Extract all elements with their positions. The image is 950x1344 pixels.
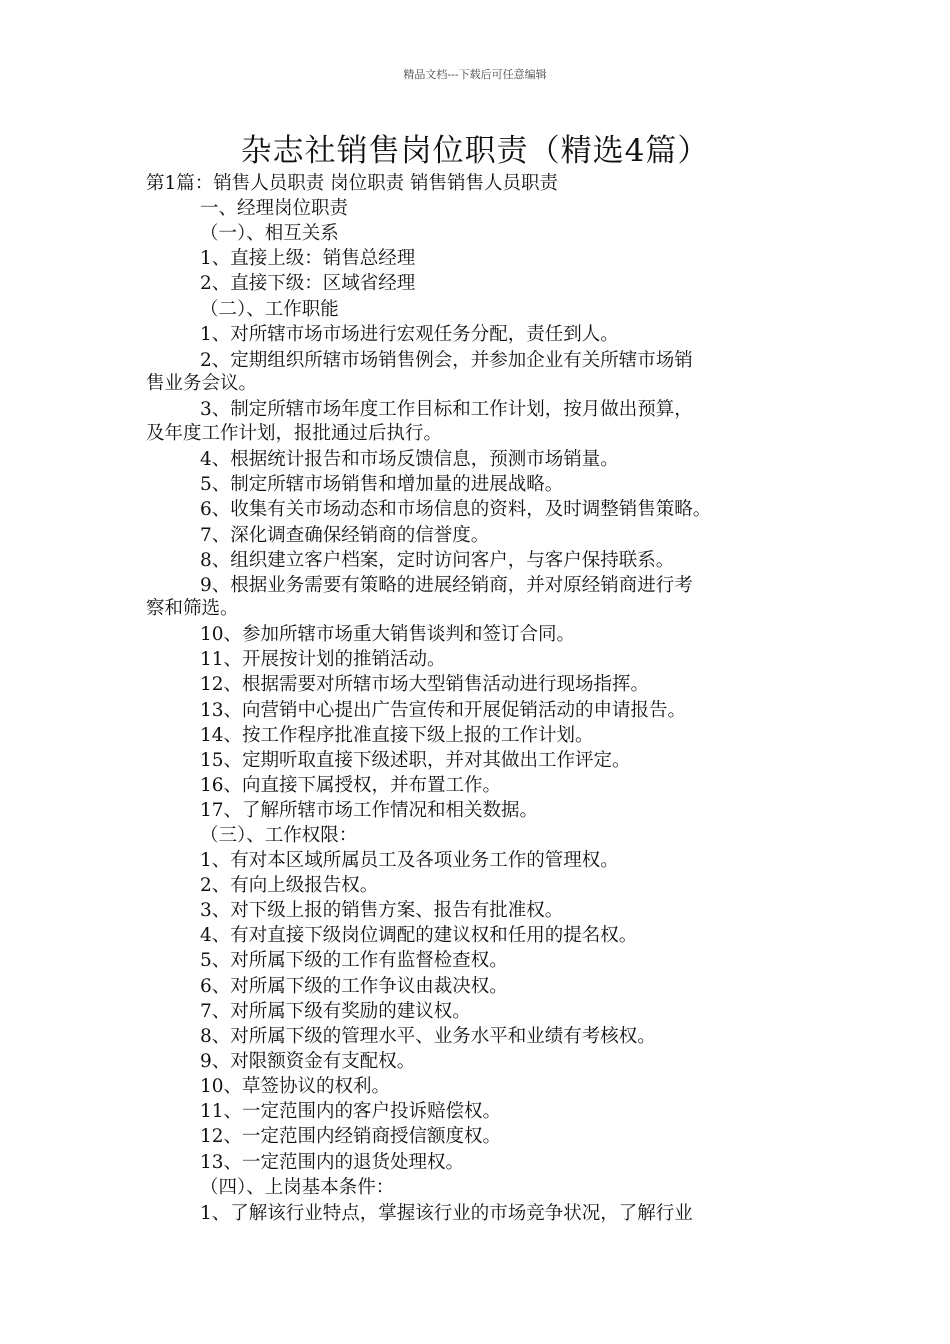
body-line: 3、制定所辖市场年度工作目标和工作计划，按月做出预算，	[200, 399, 693, 420]
body-line: （四）、上岗基本条件：	[200, 1177, 395, 1198]
body-line: 5、对所属下级的工作有监督检查权。	[200, 950, 508, 971]
body-line: 5、制定所辖市场销售和增加量的进展战略。	[200, 474, 564, 495]
body-line: 16、向直接下属授权，并布置工作。	[200, 775, 502, 796]
body-line: 13、向营销中心提出广告宣传和开展促销活动的申请报告。	[200, 700, 687, 721]
body-line: 7、深化调查确保经销商的信誉度。	[200, 525, 490, 546]
body-line: 11、开展按计划的推销活动。	[200, 649, 446, 670]
body-line: （二）、工作职能	[200, 299, 339, 320]
body-line: （一）、相互关系	[200, 223, 339, 244]
body-line: 15、定期听取直接下级述职，并对其做出工作评定。	[200, 750, 631, 771]
body-line: 7、对所属下级有奖励的建议权。	[200, 1001, 471, 1022]
body-line: 察和筛选。	[146, 598, 239, 619]
body-line: 9、根据业务需要有策略的进展经销商，并对原经销商进行考	[200, 575, 693, 596]
body-line: （三）、工作权限：	[200, 825, 358, 846]
page-header-note: 精品文档---下载后可任意编辑	[403, 68, 547, 81]
body-line: 及年度工作计划，报批通过后执行。	[146, 423, 443, 444]
body-line: 第1篇：销售人员职责 岗位职责 销售销售人员职责	[146, 173, 559, 194]
body-line: 3、对下级上报的销售方案、报告有批准权。	[200, 900, 564, 921]
body-line: 6、收集有关市场动态和市场信息的资料，及时调整销售策略。	[200, 499, 712, 520]
body-line: 17、了解所辖市场工作情况和相关数据。	[200, 800, 539, 821]
body-line: 10、参加所辖市场重大销售谈判和签订合同。	[200, 624, 576, 645]
document-title: 杂志社销售岗位职责（精选4篇）	[240, 133, 710, 169]
body-line: 1、对所辖市场市场进行宏观任务分配，责任到人。	[200, 324, 619, 345]
body-line: 4、有对直接下级岗位调配的建议权和任用的提名权。	[200, 925, 638, 946]
body-line: 10、草签协议的权利。	[200, 1076, 391, 1097]
body-line: 1、了解该行业特点，掌握该行业的市场竞争状况，了解行业	[200, 1203, 693, 1224]
body-line: 12、一定范围内经销商授信额度权。	[200, 1126, 502, 1147]
body-line: 12、根据需要对所辖市场大型销售活动进行现场指挥。	[200, 674, 650, 695]
body-line: 4、根据统计报告和市场反馈信息，预测市场销量。	[200, 449, 619, 470]
body-line: 14、按工作程序批准直接下级上报的工作计划。	[200, 725, 594, 746]
body-line: 售业务会议。	[146, 373, 258, 394]
body-line: 6、对所属下级的工作争议由裁决权。	[200, 976, 508, 997]
body-line: 2、定期组织所辖市场销售例会，并参加企业有关所辖市场销	[200, 350, 693, 371]
body-line: 1、直接上级：销售总经理	[200, 248, 416, 269]
body-line: 1、有对本区域所属员工及各项业务工作的管理权。	[200, 850, 619, 871]
body-line: 2、有向上级报告权。	[200, 875, 379, 896]
body-line: 11、一定范围内的客户投诉赔偿权。	[200, 1101, 502, 1122]
body-line: 13、一定范围内的退货处理权。	[200, 1152, 465, 1173]
body-line: 8、组织建立客户档案，定时访问客户，与客户保持联系。	[200, 550, 675, 571]
body-line: 2、直接下级：区域省经理	[200, 273, 416, 294]
body-line: 8、对所属下级的管理水平、业务水平和业绩有考核权。	[200, 1026, 656, 1047]
body-line: 9、对限额资金有支配权。	[200, 1051, 416, 1072]
body-line: 一、经理岗位职责	[200, 198, 349, 219]
